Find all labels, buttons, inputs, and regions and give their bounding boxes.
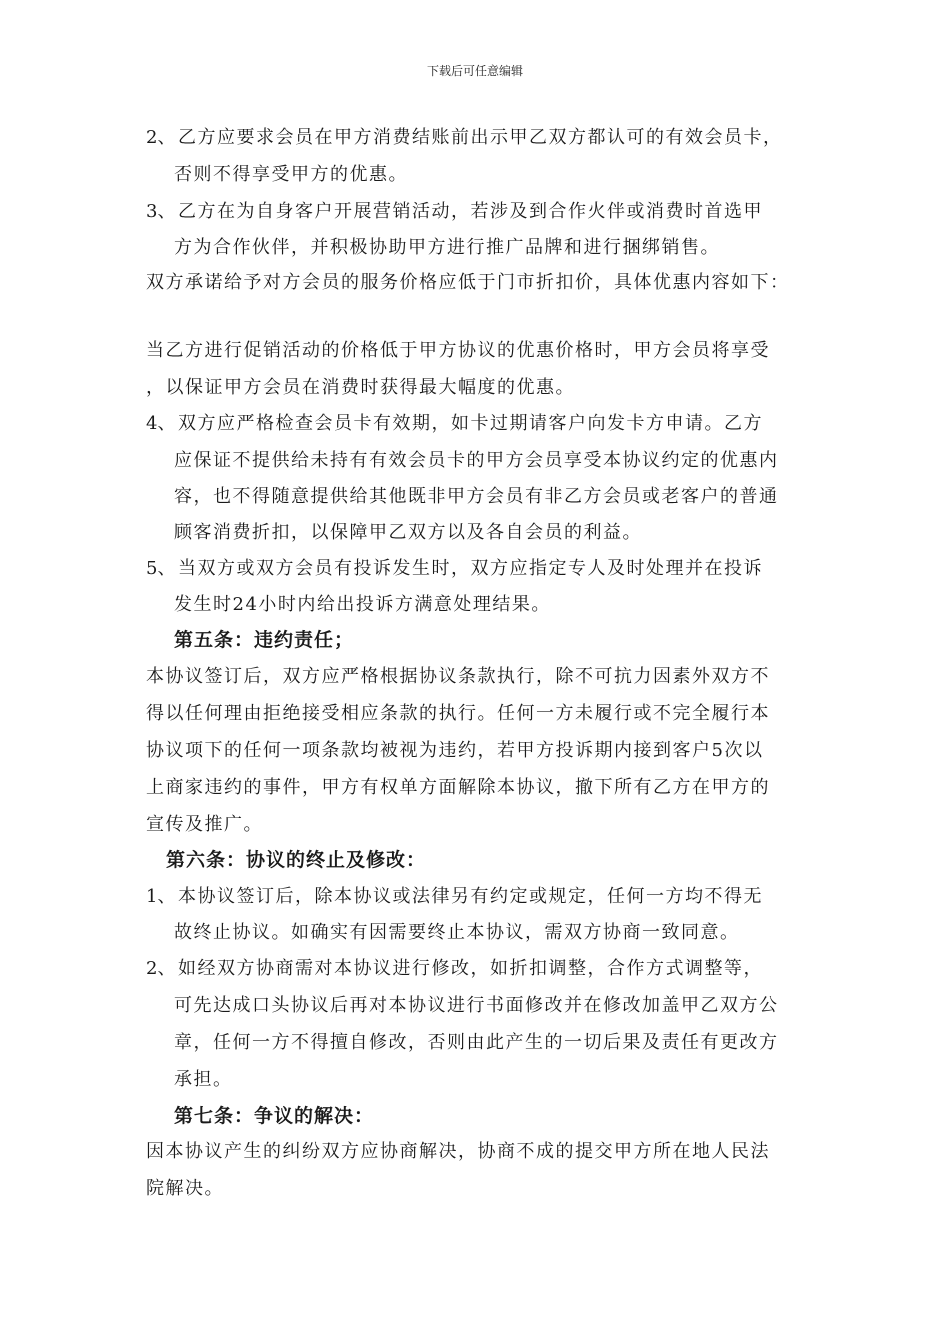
- item-3-line-2: 方为合作伙伴，并积极协助甲方进行推广品牌和进行捆绑销售。: [174, 237, 720, 258]
- item-5-line-2: 发生时24小时内给出投诉方满意处理结果。: [174, 594, 551, 615]
- article-5-line-3: 协议项下的任何一项条款均被视为违约，若甲方投诉期内接到客户5次以: [146, 740, 764, 761]
- article-5-line-4: 上商家违约的事件，甲方有权单方面解除本协议，撤下所有乙方在甲方的: [146, 777, 770, 798]
- item-4-line-2: 应保证不提供给未持有有效会员卡的甲方会员享受本协议约定的优惠内: [174, 450, 779, 471]
- item-5-line-1: 5、 当双方或双方会员有投诉发生时，双方应指定专人及时处理并在投诉: [146, 558, 763, 579]
- article-6-heading: 第六条：协议的终止及修改：: [166, 849, 427, 871]
- discount-paragraph: 双方承诺给予对方会员的服务价格应低于门市折扣价，具体优惠内容如下：: [146, 272, 790, 293]
- article-5-line-2: 得以任何理由拒绝接受相应条款的执行。任何一方未履行或不完全履行本: [146, 703, 770, 724]
- article-5-line-5: 宣传及推广。: [146, 814, 263, 835]
- article-7-line-2: 院解决。: [146, 1178, 224, 1199]
- item-2-line-1: 2、 乙方应要求会员在甲方消费结账前出示甲乙双方都认可的有效会员卡，: [146, 127, 783, 148]
- article-6-item-2-line-4: 承担。: [174, 1069, 233, 1090]
- article-6-item-2-line-3: 章，任何一方不得擅自修改，否则由此产生的一切后果及责任有更改方: [174, 1032, 779, 1053]
- article-6-item-2-number: 2、: [146, 958, 176, 979]
- item-4-line-3: 容，也不得随意提供给其他既非甲方会员有非乙方会员或老客户的普通: [174, 486, 779, 507]
- item-4-number: 4、: [146, 413, 176, 434]
- article-7-heading: 第七条：争议的解决：: [174, 1105, 375, 1127]
- item-3-line-1: 3、 乙方在为自身客户开展营销活动，若涉及到合作火伴或消费时首选甲: [146, 201, 763, 222]
- article-6-item-1-line-1: 1、 本协议签订后，除本协议或法律另有约定或规定，任何一方均不得无: [146, 886, 763, 907]
- item-4-line-1: 4、 双方应严格检查会员卡有效期，如卡过期请客户向发卡方申请。乙方: [146, 413, 763, 434]
- article-7-line-1: 因本协议产生的纠纷双方应协商解决，协商不成的提交甲方所在地人民法: [146, 1141, 770, 1162]
- article-6-item-2-line-1: 2、 如经双方协商需对本协议进行修改，如折扣调整，合作方式调整等，: [146, 958, 763, 979]
- promo-paragraph-line-1: 当乙方进行促销活动的价格低于甲方协议的优惠价格时，甲方会员将享受: [146, 340, 770, 361]
- article-6-item-1-number: 1、: [146, 886, 176, 907]
- item-2-number: 2、: [146, 127, 176, 148]
- header-note: 下载后可任意编辑: [426, 64, 523, 78]
- item-3-number: 3、: [146, 201, 176, 222]
- promo-paragraph-line-2: ，以保证甲方会员在消费时获得最大幅度的优惠。: [146, 377, 575, 398]
- article-5-heading: 第五条：违约责任；: [174, 629, 355, 651]
- item-4-line-4: 顾客消费折扣，以保障甲乙双方以及各自会员的利益。: [174, 522, 642, 543]
- article-6-item-1-line-2: 故终止协议。如确实有因需要终止本协议，需双方协商一致同意。: [174, 922, 740, 943]
- article-5-line-1: 本协议签订后，双方应严格根据协议条款执行，除不可抗力因素外双方不: [146, 666, 770, 687]
- item-5-number: 5、: [146, 558, 176, 579]
- article-6-item-2-line-2: 可先达成口头协议后再对本协议进行书面修改并在修改加盖甲乙双方公: [174, 995, 779, 1016]
- item-2-line-2: 否则不得享受甲方的优惠。: [174, 164, 408, 185]
